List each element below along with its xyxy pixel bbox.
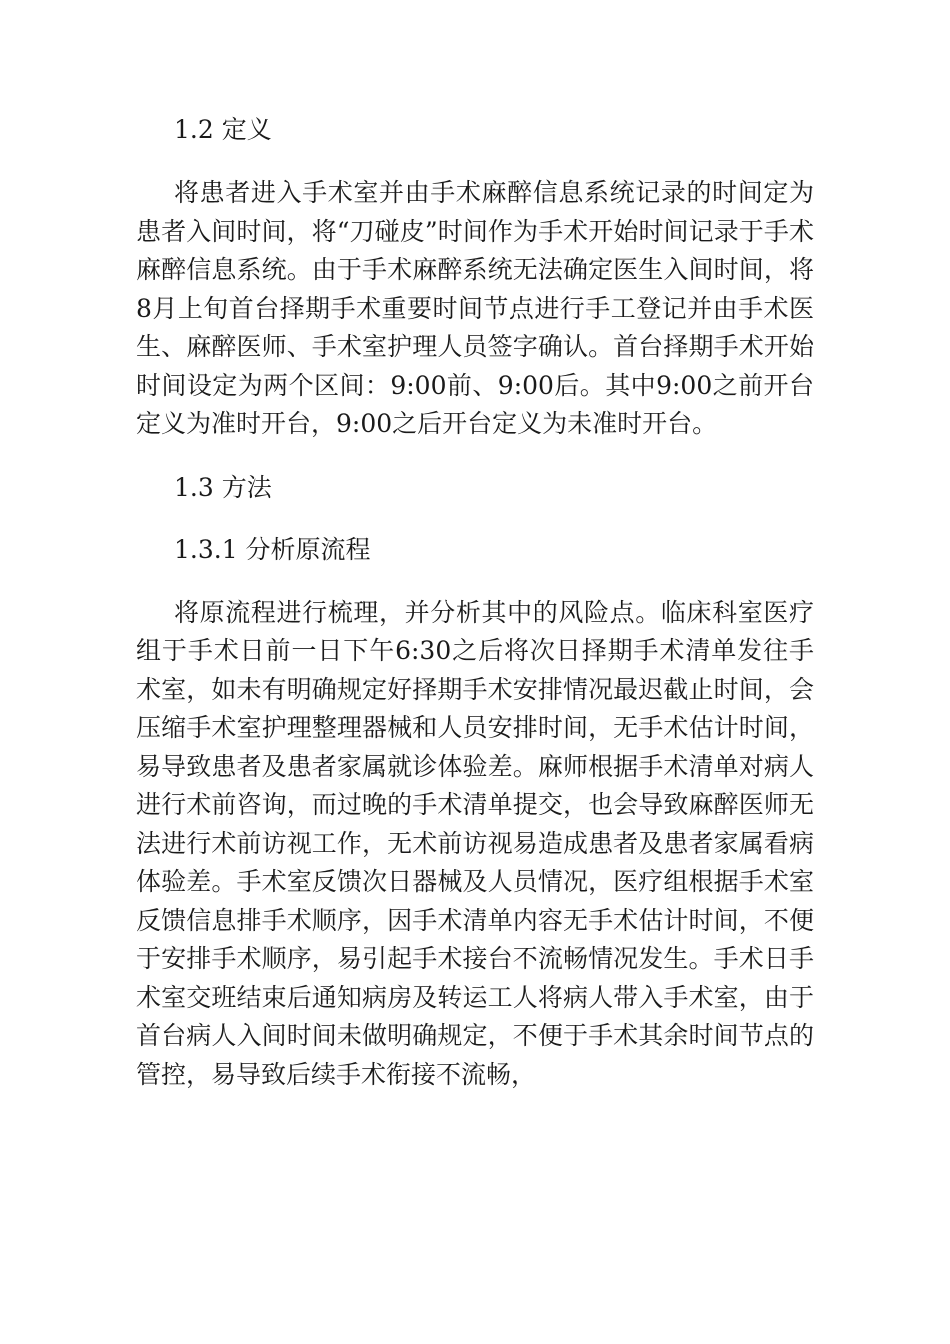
paragraph-original-process: 将原流程进行梳理，并分析其中的风险点。临床科室医疗组于手术日前一日下午6:30之后将次日择期手术清单发往手术室，如未有明确规定好择期手术安排情况最迟截止时间，会压缩手术室护理整理器械和人员安排时间，无手术估计时间，易导致患者及患者家属就诊体验差。麻师根据手术清单对病人进行术前咨询，而过晚的手术清单提交，也会导致麻醉医师无法进行术前访视工作，无术前访视易造成患者及患者家属看病体验差。手术室反馈次日器械及人员情况，医疗组根据手术室反馈信息排手术顺序，因手术清单内容无手术估计时间，不便于安排手术顺序，易引起手术接台不流畅情况发生。手术日手术室交班结束后通知病房及转运工人将病人带入手术室，由于首台病人入间时间未做明确规定，不便于手术其余时间节点的管控，易导致后续手术衔接不流畅， bbox=[136, 597, 814, 1089]
section-heading-1-3-1: 1.3.1 分析原流程 bbox=[174, 534, 371, 564]
section-heading-1-3: 1.3 方法 bbox=[174, 472, 272, 502]
paragraph-definition: 将患者进入手术室并由手术麻醉信息系统记录的时间定为患者入间时间，将“刀碰皮”时间作为手术开始时间记录于手术麻醉信息系统。由于手术麻醉系统无法确定医生入间时间，将8月上旬首台择期手术重要时间节点进行手工登记并由手术医生、麻醉医师、手术室护理人员签字确认。首台择期手术开始时间设定为两个区间：9:00前、9:00后。其中9:00之前开台定义为准时开台，9:00之后开台定义为未准时开台。 bbox=[136, 178, 814, 438]
section-heading-1-2: 1.2 定义 bbox=[174, 115, 272, 144]
